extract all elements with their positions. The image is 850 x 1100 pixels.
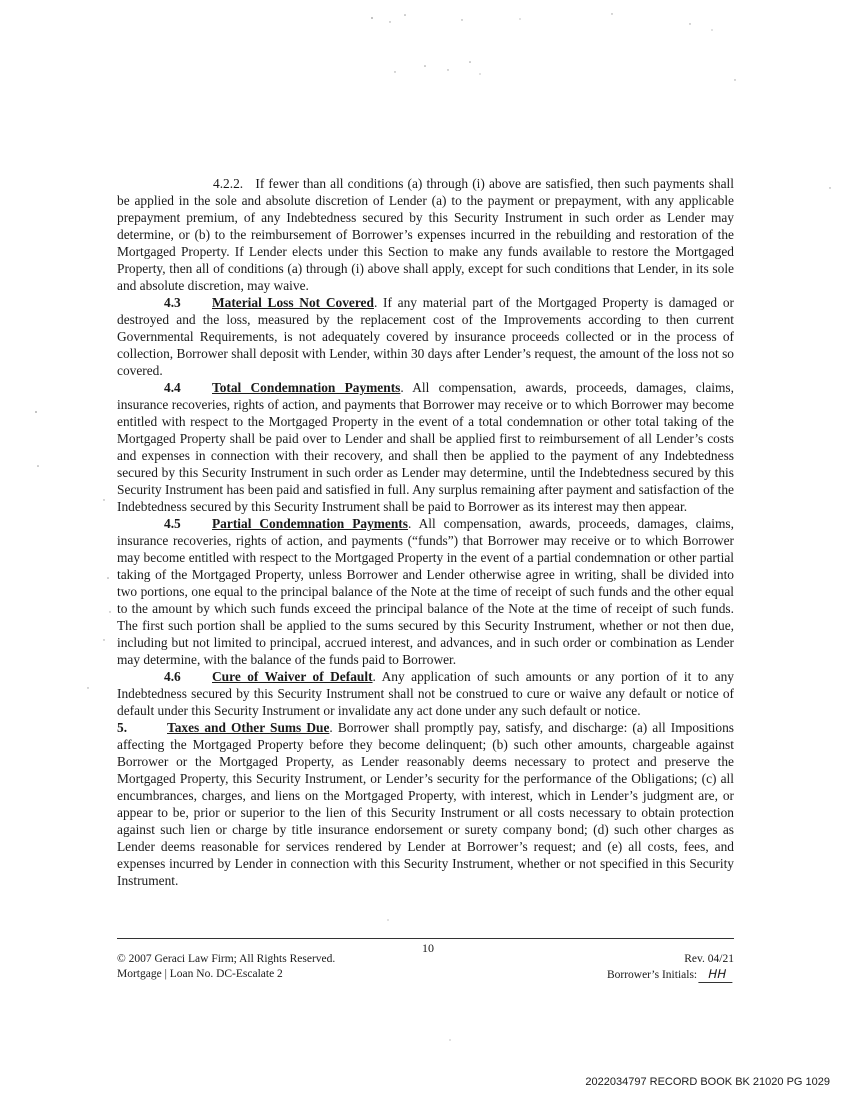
clause-heading: Taxes and Other Sums Due (167, 720, 330, 735)
revision-label: Rev. 04/21 (684, 953, 734, 965)
clause-number: 4.4 (164, 380, 181, 395)
paragraph-4-3: 4.3 Material Loss Not Covered. If any material part of the Mortgaged Property is damaged or destroyed and the loss, measured by the replacement cost of the Improvements according to then current Governmental Requirements, is not adequately covered by insurance proceeds collected or in the process of collection, Borrower shall deposit with Lender, within 30 days after Lender’s request, the amount of the loss not so covered. (117, 295, 734, 378)
paragraph-4-6: 4.6 Cure of Waiver of Default. Any application of such amounts or any portion of it to any Indebtedness secured by this Security Instrument shall not be construed to cure or waive any default or notice of default under this Security Instrument or invalidate any act done under any such default or notice. (117, 669, 734, 718)
clause-text: All compensation, awards, proceeds, damages, claims, insurance recoveries, rights of action, and payments that Borrower may receive or to which Borrower may become entitled with respect to the Mortgaged Property in the event of a total condemnation or other total taking of the Mortgaged Property shall be paid over to Lender and shall be applied first to reimbursement of all Lender’s costs and expenses in connection with their recovery, and shall then be applied to the payment of any Indebtedness secured by this Security Instrument in such order as Lender may determine, until the Indebtedness secured by this Security Instrument has been paid and satisfied in full. Any surplus remaining after payment and satisfaction of the Indebtedness secured by this Security Instrument shall be paid to Borrower as its interest may then appear. (117, 380, 734, 514)
clause-number: 4.6 (164, 669, 181, 684)
initials-label: Borrower’s Initials: (606, 969, 698, 981)
clause-number: 4.2.2. (213, 176, 244, 191)
footer-divider (117, 938, 734, 939)
document-body (117, 175, 734, 889)
record-stamp: 2022034797 RECORD BOOK BK 21020 PG 1029 (585, 1076, 830, 1088)
clause-text: If fewer than all conditions (a) through (i) above are satisfied, then such payments shall be applied in the sole and absolute discretion of Lender (a) to the payment or prepayment, with any applicable prepayment premium, of any Indebtedness secured by this Security Instrument in such order as Lender may determine, or (b) to the reimbursement of Borrower’s expenses incurred in the rebuilding and restoration of the Mortgaged Property. If Lender elects under this Section to make any funds available to restore the Mortgaged Property, then all of conditions (a) through (i) above shall apply, except for such conditions that Lender, in its sole and absolute discretion, may waive. (117, 176, 734, 293)
page-number: 10 (422, 941, 434, 955)
clause-heading: Cure of Waiver of Default (212, 669, 373, 684)
clause-number: 5. (117, 720, 128, 735)
clause-number: 4.3 (164, 295, 181, 310)
clause-heading: Material Loss Not Covered (212, 295, 374, 310)
footer-right (607, 952, 734, 983)
clause-heading: Total Condemnation Payments (212, 380, 401, 395)
clause-text: Borrower shall promptly pay, satisfy, and discharge: (a) all Impositions affecting the Mortgaged Property before they become delinquent; (b) such other amounts, chargeable against Borrower or the Mortgaged Property, as Lender reasonably deems necessary to protect and preserve the Mortgaged Property, this Security Instrument, or Lender’s security for the performance of the Obligations; (c) all encumbrances, charges, and liens on the Mortgaged Property, with interest, which in Lender’s judgment are, or appear to be, prior or superior to the lien of this Security Instrument or all costs necessary to obtain protection against such lien or charge by title insurance endorsement or surety company bond; (d) such other charges as Lender deems reasonable for services rendered by Lender at Borrower’s request; and (e) all costs, fees, and expenses incurred by Lender in connection with this Security Instrument, whether or not specified in this Security Instrument. (117, 720, 735, 888)
paragraph-4-2-2 (117, 175, 734, 294)
clause-text: All compensation, awards, proceeds, damages, claims, insurance recoveries, rights of action, and payments (“funds”) that Borrower may receive or to which Borrower may become entitled with respect to the Mortgaged Property in the event of a partial condemnation or other partial taking of the Mortgaged Property, unless Borrower and Lender otherwise agree in writing, shall be divided into two portions, one equal to the principal balance of the Note at the time of receipt of such funds and the other equal to the amount by which such funds exceed the principal balance of the Note at the time of receipt of such funds. The first such portion shall be applied to the sums secured by this Security Instrument, whether or not then due, including but not limited to principal, accrued interest, and advances, and in such order or combination as Lender may determine, with the balance of the funds paid to Borrower. (117, 516, 734, 667)
initials-signature: HH (698, 967, 735, 983)
clause-text: If any material part of the Mortgaged Property is damaged or destroyed and the loss, measured by the replacement cost of the Improvements according to then current Governmental Requirements, is not adequately covered by insurance proceeds collected or in the process of collection, Borrower shall deposit with Lender, within 30 days after Lender’s request, the amount of the loss not so covered. (117, 295, 734, 378)
borrower-initials (607, 967, 734, 983)
paragraph-4-4: 4.4 Total Condemnation Payments. All compensation, awards, proceeds, damages, claims, insurance recoveries, rights of action, and payments that Borrower may receive or to which Borrower may become entitled with respect to the Mortgaged Property in the event of a total condemnation or other total taking of the Mortgaged Property shall be paid over to Lender and shall be applied first to reimbursement of all Lender’s costs and expenses in connection with their recovery, and shall then be applied to the payment of any Indebtedness secured by this Security Instrument in such order as Lender may determine, until the Indebtedness secured by this Security Instrument has been paid and satisfied in full. Any surplus remaining after payment and satisfaction of the Indebtedness secured by this Security Instrument shall be paid to Borrower as its interest may then appear. (117, 380, 734, 514)
clause-number: 4.5 (164, 516, 181, 531)
document-reference: Mortgage | Loan No. DC-Escalate 2 (117, 968, 283, 980)
clause-heading: Partial Condemnation Payments (212, 516, 408, 531)
copyright-notice: © 2007 Geraci Law Firm; All Rights Reserved. (117, 953, 336, 965)
clause-text: Any application of such amounts or any portion of it to any Indebtedness secured by this Security Instrument shall not be construed to cure or waive any default or notice of default under this Security Instrument or invalidate any act done under any such default or notice. (117, 669, 734, 718)
paragraph-4-5: 4.5 Partial Condemnation Payments. All compensation, awards, proceeds, damages, claims, insurance recoveries, rights of action, and payments (“funds”) that Borrower may receive or to which Borrower may become entitled with respect to the Mortgaged Property in the event of a partial condemnation or other partial taking of the Mortgaged Property, unless Borrower and Lender otherwise agree in writing, shall be divided into two portions, one equal to the principal balance of the Note at the time of receipt of such funds and the other equal to the amount by which such funds exceed the principal balance of the Note at the time of receipt of such funds. The first such portion shall be applied to the sums secured by this Security Instrument, whether or not then due, including but not limited to principal, accrued interest, and advances, and in such order or combination as Lender may determine, with the balance of the funds paid to Borrower. (117, 516, 734, 667)
paragraph-5: 5. Taxes and Other Sums Due. Borrower shall promptly pay, satisfy, and discharge: (a) all Impositions affecting the Mortgaged Property before they become delinquent; (b) such other amounts, chargeable against Borrower or the Mortgaged Property, as Lender reasonably deems necessary to protect and preserve the Mortgaged Property, this Security Instrument, or Lender’s security for the performance of the Obligations; (c) all encumbrances, charges, and liens on the Mortgaged Property, with interest, which in Lender’s judgment are, or appear to be, prior or superior to the lien of this Security Instrument or all costs necessary to obtain protection against such lien or charge by title insurance endorsement or surety company bond; (d) such other charges as Lender deems reasonable for services rendered by Lender at Borrower’s request; and (e) all costs, fees, and expenses incurred by Lender in connection with this Security Instrument, whether or not specified in this Security Instrument. (117, 720, 735, 888)
footer-left (117, 952, 335, 982)
